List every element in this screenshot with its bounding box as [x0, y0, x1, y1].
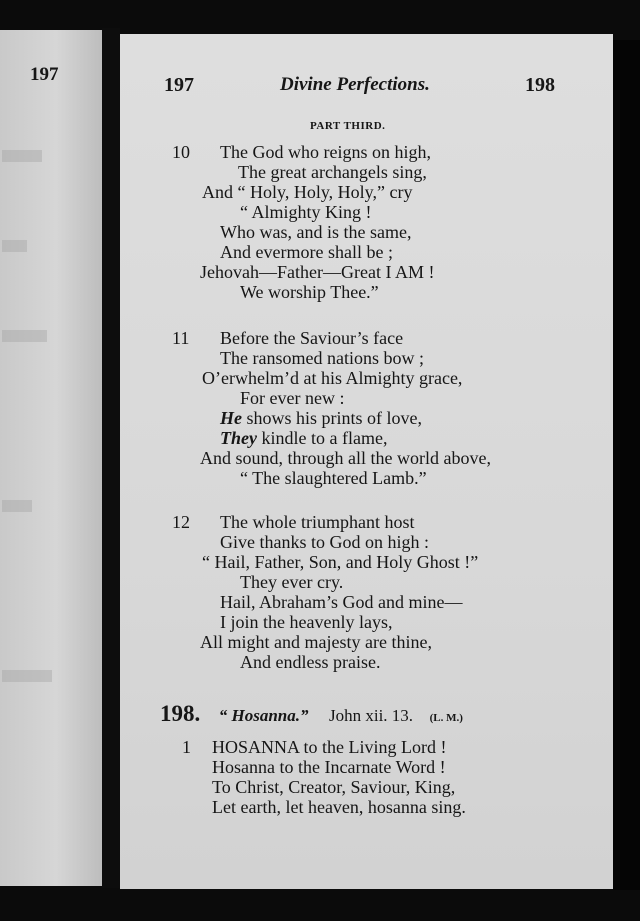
book-page — [120, 34, 613, 889]
header-page-number-left: 197 — [164, 74, 194, 96]
verse-line: I join the heavenly lays, — [220, 612, 393, 632]
left-page-number: 197 — [30, 64, 59, 85]
scripture-reference: John xii. 13. — [329, 706, 414, 725]
bleed-through-text — [2, 670, 52, 682]
verse-line: To Christ, Creator, Saviour, King, — [212, 777, 456, 797]
part-heading: PART THIRD. — [310, 120, 386, 132]
page-edge-shadow — [613, 40, 640, 890]
bleed-through-text — [2, 500, 32, 512]
verse-line: They kindle to a flame, — [220, 428, 388, 448]
verse-line: We worship Thee.” — [240, 282, 379, 302]
verse-line: HOSANNA to the Living Lord ! — [212, 737, 447, 757]
verse-line: “ The slaughtered Lamb.” — [240, 468, 427, 488]
verse-line: “ Almighty King ! — [240, 202, 372, 222]
verse-line: Hail, Abraham’s God and mine— — [220, 592, 463, 612]
verse-line: The God who reigns on high, — [220, 142, 431, 162]
book-gutter — [102, 28, 120, 888]
verse-line: Jehovah—Father—Great I AM ! — [200, 262, 435, 282]
hymn-title: “ Hosanna.” — [218, 706, 309, 725]
bleed-through-text — [2, 330, 47, 342]
verse-line: For ever new : — [240, 388, 345, 408]
verse-line: The great archangels sing, — [238, 162, 427, 182]
stanza-number: 1 — [182, 737, 191, 757]
verse-line: The whole triumphant host — [220, 512, 415, 532]
verse-line: And sound, through all the world above, — [200, 448, 491, 468]
verse-line: He shows his prints of love, — [220, 408, 422, 428]
verse-line: “ Hail, Father, Son, and Holy Ghost !” — [202, 552, 479, 572]
header-page-number-right: 198 — [525, 74, 555, 96]
bleed-through-text — [2, 240, 27, 252]
verse-line: All might and majesty are thine, — [200, 632, 432, 652]
stanza-number: 12 — [172, 512, 190, 532]
hymn-heading — [160, 701, 463, 727]
running-title: Divine Perfections. — [280, 74, 430, 95]
verse-line: Hosanna to the Incarnate Word ! — [212, 757, 446, 777]
stanza-number: 10 — [172, 142, 190, 162]
bleed-through-text — [2, 150, 42, 162]
verse-line: And “ Holy, Holy, Holy,” cry — [202, 182, 413, 202]
verse-line: Let earth, let heaven, hosanna sing. — [212, 797, 466, 817]
stanza-number: 11 — [172, 328, 190, 348]
hymn-meter: (L. M.) — [429, 712, 463, 724]
hymn-number: 198. — [160, 701, 201, 726]
verse-line: Who was, and is the same, — [220, 222, 412, 242]
verse-line: Before the Saviour’s face — [220, 328, 404, 348]
verse-line: O’erwhelm’d at his Almighty grace, — [202, 368, 463, 388]
verse-line: They ever cry. — [240, 572, 344, 592]
left-page-fragment — [0, 30, 102, 886]
verse-line: Give thanks to God on high : — [220, 532, 429, 552]
verse-line: The ransomed nations bow ; — [220, 348, 424, 368]
verse-line: And evermore shall be ; — [220, 242, 393, 262]
verse-line: And endless praise. — [240, 652, 381, 672]
